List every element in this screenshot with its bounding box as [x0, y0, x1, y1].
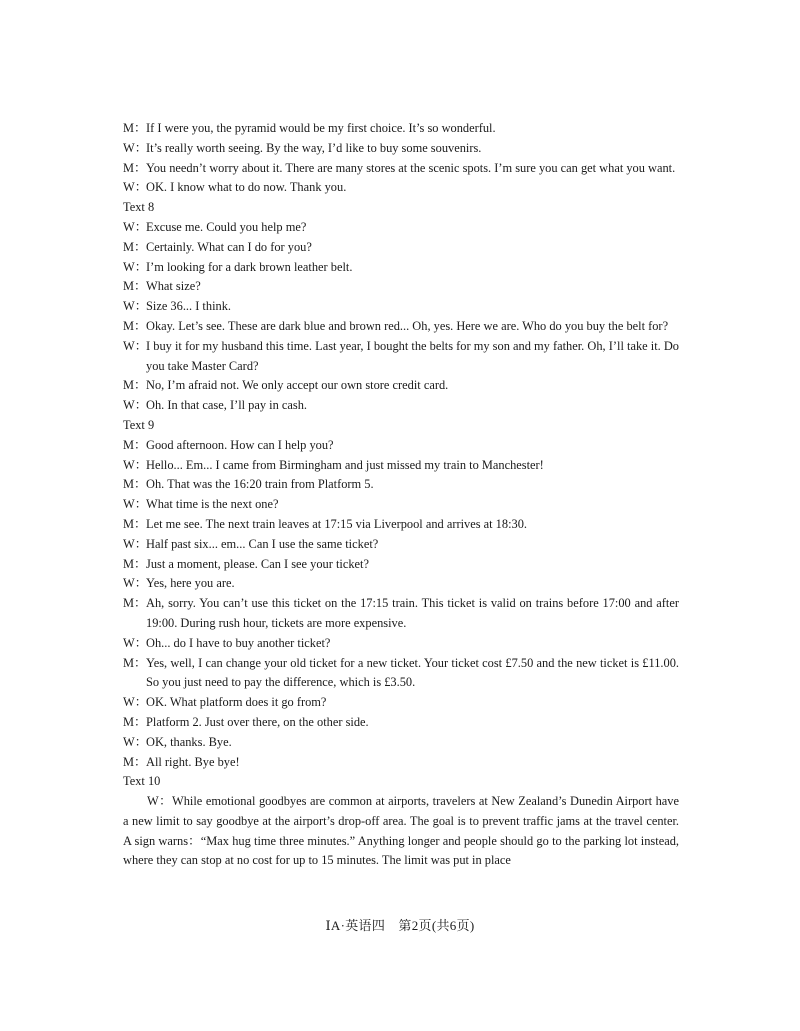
dialogue-text: It’s really worth seeing. By the way, I’d like to buy some souvenirs.: [146, 140, 482, 155]
speaker-label: M：: [123, 318, 147, 333]
speaker-label: M：: [123, 378, 147, 393]
dialogue-line: [123, 733, 679, 753]
dialogue-text: Ah, sorry. You can’t use this ticket on the 17:15 train. This ticket is valid on trains before 17:00 and after 19:00. During rush hour, tickets are more expensive.: [146, 596, 679, 630]
dialogue-text: What size?: [146, 279, 201, 294]
dialogue-line: [123, 159, 679, 179]
speaker-label: W：: [123, 497, 148, 512]
speaker-label: M：: [123, 121, 147, 135]
speaker-label: M：: [123, 516, 147, 531]
speaker-label: W：: [123, 536, 148, 551]
dialogue-text: Yes, here you are.: [146, 576, 235, 591]
dialogue-line: [123, 753, 679, 773]
dialogue-line: [123, 337, 679, 377]
dialogue-line: [123, 515, 679, 535]
dialogue-line: [123, 218, 679, 238]
dialogue-text: Size 36... I think.: [146, 299, 232, 314]
dialogue-text: I’m looking for a dark brown leather belt.: [146, 259, 353, 274]
speaker-label: W：: [123, 576, 148, 591]
dialogue-line: [123, 594, 679, 634]
speaker-label: W：: [123, 635, 148, 650]
speaker-label: M：: [123, 239, 147, 254]
dialogue-line: [123, 436, 679, 456]
dialogue-text: OK. I know what to do now. Thank you.: [146, 180, 347, 195]
speaker-label: M：: [123, 437, 147, 452]
dialogue-line: [123, 297, 679, 317]
dialogue-text: Certainly. What can I do for you?: [146, 239, 312, 254]
section-heading: Text 8: [123, 200, 155, 215]
dialogue-text: Excuse me. Could you help me?: [146, 219, 307, 234]
dialogue-line: [123, 535, 679, 555]
dialogue-text: No, I’m afraid not. We only accept our own store credit card.: [146, 378, 449, 393]
dialogue-line: [123, 634, 679, 654]
dialogue-text: Platform 2. Just over there, on the other side.: [146, 714, 369, 729]
dialogue-text: OK. What platform does it go from?: [146, 695, 327, 710]
speaker-label: W：: [123, 338, 148, 353]
dialogue-text: Let me see. The next train leaves at 17:15 via Liverpool and arrives at 18:30.: [146, 516, 527, 531]
dialogue-text: Just a moment, please. Can I see your ticket?: [146, 556, 369, 571]
dialogue-line: [123, 555, 679, 575]
dialogue-line: [123, 277, 679, 297]
dialogue-text: Oh. In that case, I’ll pay in cash.: [146, 398, 308, 413]
dialogue-line: [123, 178, 679, 198]
speaker-label: W：: [123, 259, 148, 274]
dialogue-line: [123, 238, 679, 258]
speaker-label: W：: [123, 219, 148, 234]
dialogue-text: All right. Bye bye!: [146, 754, 240, 769]
dialogue-text: Okay. Let’s see. These are dark blue and brown red... Oh, yes. Here we are. Who do you buy the belt for?: [146, 318, 669, 333]
speaker-label: W：: [123, 398, 148, 413]
dialogue-text: OK, thanks. Bye.: [146, 734, 232, 749]
dialogue-text: Oh... do I have to buy another ticket?: [146, 635, 331, 650]
dialogue-line: [123, 317, 679, 337]
section-heading: Text 10: [123, 774, 161, 789]
speaker-label: M：: [123, 477, 147, 492]
speaker-label: W：: [123, 140, 148, 155]
speaker-label: M：: [123, 556, 147, 571]
page-footer: ⅠA·英语四 第2页(共6页): [325, 918, 475, 933]
speaker-label: W：: [123, 457, 148, 472]
speaker-label: W：: [123, 180, 148, 195]
dialogue-text: Half past six... em... Can I use the same ticket?: [146, 536, 379, 551]
speaker-label: M：: [123, 754, 147, 769]
dialogue-line: [123, 119, 679, 139]
dialogue-text: Yes, well, I can change your old ticket for a new ticket. Your ticket cost £7.50 and the new ticket is £11.00. So you just need to pay the difference, which is £3.50.: [146, 655, 679, 690]
dialogue-line: [123, 396, 679, 416]
speaker-label: M：: [123, 160, 147, 175]
dialogue-line: [123, 475, 679, 495]
dialogue-line: [123, 456, 679, 476]
dialogue-text: Good afternoon. How can I help you?: [146, 437, 334, 452]
section-heading: Text 9: [123, 417, 155, 432]
speaker-label: M：: [123, 655, 147, 670]
dialogue-text: What time is the next one?: [146, 497, 279, 512]
transcript-content: [123, 119, 679, 871]
dialogue-text: Oh. That was the 16:20 train from Platform 5.: [146, 477, 374, 492]
speaker-label: W：: [123, 299, 148, 314]
dialogue-line: [123, 376, 679, 396]
dialogue-line: [123, 139, 679, 159]
dialogue-text: Hello... Em... I came from Birmingham and just missed my train to Manchester!: [146, 457, 544, 472]
dialogue-text: If I were you, the pyramid would be my first choice. It’s so wonderful.: [146, 121, 496, 135]
dialogue-line: [123, 574, 679, 594]
speaker-label: W：: [123, 734, 148, 749]
dialogue-line: [123, 713, 679, 733]
dialogue-line: [123, 654, 679, 694]
dialogue-text: You needn’t worry about it. There are many stores at the scenic spots. I’m sure you can get what you want.: [146, 160, 676, 175]
dialogue-line: [123, 495, 679, 515]
speaker-label: M：: [123, 279, 147, 294]
speaker-label: W：: [123, 695, 148, 710]
passage-paragraph: W：While emotional goodbyes are common at airports, travelers at New Zealand’s Dunedin Airport have a new limit to say goodbye at the airport’s drop-off area. The goal is to prevent traffic jams at the travel center. A sign warns：“Max hug time three minutes.” Anything longer and people should go to the parking lot instead, where they can stop at no cost for up to 15 minutes. The limit was put in place: [123, 794, 679, 868]
dialogue-line: [123, 693, 679, 713]
dialogue-line: [123, 258, 679, 278]
dialogue-text: I buy it for my husband this time. Last year, I bought the belts for my son and my father. Oh, I’ll take it. Do you take Master Card?: [146, 338, 679, 373]
speaker-label: M：: [123, 714, 147, 729]
speaker-label: M：: [123, 596, 147, 611]
